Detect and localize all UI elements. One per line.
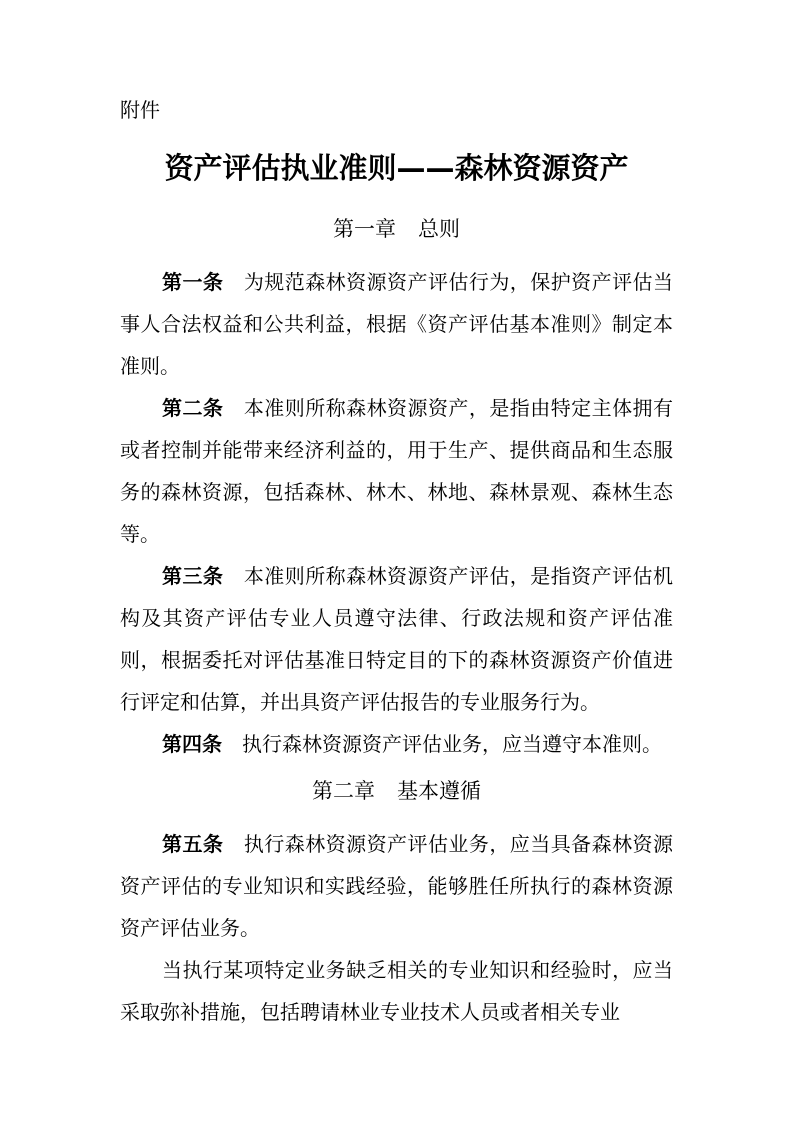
article-paragraph: [120, 387, 673, 555]
document-title: 资产评估执业准则——森林资源资产: [164, 151, 629, 185]
article-text: 执行森林资源资产评估业务，应当遵守本准则。: [242, 732, 662, 756]
chapter-name: 基本遵循: [397, 779, 481, 803]
article-number: 第一条: [162, 270, 224, 294]
body-paragraph: [120, 949, 673, 1033]
article-number: 第二条: [162, 396, 224, 420]
paragraph-text: 当执行某项特定业务缺乏相关的专业知识和经验时，应当采取弥补措施，包括聘请林业专业技术人员或者相关专业: [120, 958, 673, 1024]
article-paragraph: [120, 261, 673, 387]
article-number: 第三条: [162, 564, 224, 588]
article-number: 第五条: [162, 832, 224, 856]
chapter-heading: [0, 214, 793, 244]
article-paragraph: [120, 555, 673, 723]
article-text: 为规范森林资源资产评估行为，保护资产评估当事人合法权益和公共利益，根据《资产评估基本准则》制定本准则。: [120, 270, 673, 378]
article-paragraph: [120, 723, 673, 765]
article-text: 本准则所称森林资源资产评估，是指资产评估机构及其资产评估专业人员遵守法律、行政法规和资产评估准则，根据委托对评估基准日特定目的下的森林资源资产价值进行评定和估算，并出具资产评估报告的专业服务行为。: [120, 564, 673, 714]
chapter-number: 第一章: [333, 217, 396, 241]
article-paragraph: [120, 823, 673, 949]
article-number: 第四条: [162, 732, 222, 756]
article-text: 执行森林资源资产评估业务，应当具备森林资源资产评估的专业知识和实践经验，能够胜任所执行的森林资源资产评估业务。: [120, 832, 673, 940]
chapter-name: 总则: [418, 217, 460, 241]
chapter-heading: [0, 776, 793, 806]
article-text: 本准则所称森林资源资产，是指由特定主体拥有或者控制并能带来经济利益的，用于生产、提供商品和生态服务的森林资源，包括森林、林木、林地、森林景观、森林生态等。: [120, 396, 673, 546]
chapter-number: 第二章: [312, 779, 375, 803]
attachment-label: 附件: [120, 98, 160, 122]
